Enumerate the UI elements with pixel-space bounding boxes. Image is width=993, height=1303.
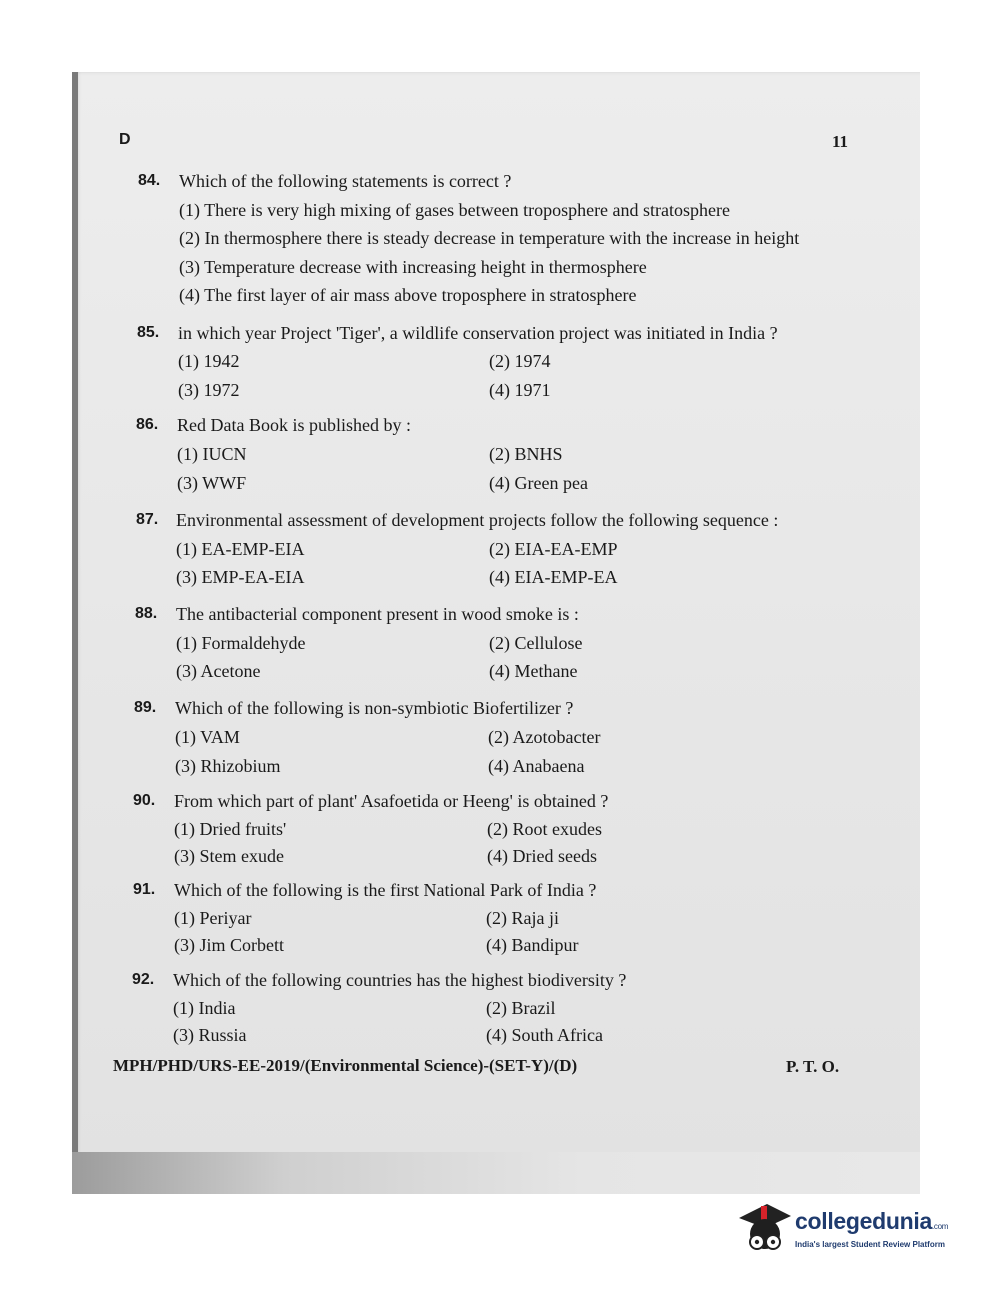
option: (1) Periyar: [174, 908, 252, 928]
option: (2) Brazil: [486, 998, 556, 1018]
question-text: Which of the following is the first National Park of India ?: [174, 880, 597, 900]
question-text: From which part of plant' Asafoetida or Heeng' is obtained ?: [174, 791, 609, 811]
pto-label: P. T. O.: [786, 1057, 840, 1076]
option: (1) VAM: [175, 727, 240, 747]
option: (2) Raja ji: [486, 908, 559, 928]
option: (2) EIA-EA-EMP: [489, 539, 618, 559]
question-text: Which of the following is non-symbiotic Biofertilizer ?: [175, 698, 574, 718]
question-text: Environmental assessment of development projects follow the following sequence :: [176, 510, 779, 530]
option: (4) South Africa: [486, 1025, 603, 1045]
option: (4) Anabaena: [488, 756, 585, 776]
question-number: 91.: [133, 881, 156, 898]
option: (4) Bandipur: [486, 935, 579, 955]
option: (1) India: [173, 998, 236, 1018]
paper-code: MPH/PHD/URS-EE-2019/(Environmental Science)-(SET-Y)/(D): [113, 1056, 578, 1075]
question-number: 89.: [134, 699, 157, 716]
option: (1) Dried fruits': [174, 819, 287, 839]
option: (4) EIA-EMP-EA: [489, 567, 618, 587]
logo-domain: .com: [931, 1222, 949, 1231]
option: (1) EA-EMP-EIA: [176, 539, 305, 559]
collegedunia-logo: [735, 1198, 960, 1268]
question-text: The antibacterial component present in wood smoke is :: [176, 604, 579, 624]
option: (3) Acetone: [176, 661, 261, 681]
option: (4) Methane: [489, 661, 578, 681]
logo-wordmark: collegedunia.com: [795, 1208, 949, 1234]
option: (2) Azotobacter: [488, 727, 601, 747]
logo-tagline: India's largest Student Review Platform: [795, 1240, 945, 1249]
option: (1) Formaldehyde: [176, 633, 306, 653]
option: (3) Russia: [173, 1025, 247, 1045]
option: (1) 1942: [178, 351, 240, 371]
option: (2) Root exudes: [487, 819, 602, 839]
question-text: Which of the following statements is correct ?: [179, 171, 512, 191]
question-number: 90.: [133, 792, 156, 809]
option: (3) Jim Corbett: [174, 935, 284, 955]
page-number: 11: [832, 132, 849, 151]
page-bottom-shadow: [72, 1152, 920, 1194]
page-left-shadow: [72, 72, 78, 1194]
option: (3) 1972: [178, 380, 240, 400]
graduate-mascot-icon: [735, 1198, 793, 1258]
option: (1) IUCN: [177, 444, 247, 464]
question-number: 88.: [135, 605, 158, 622]
set-letter: D: [119, 131, 131, 148]
question-text: Red Data Book is published by :: [177, 415, 411, 435]
question-text: in which year Project 'Tiger', a wildlife conservation project was initiated in India ?: [178, 323, 778, 343]
question-number: 85.: [137, 324, 160, 341]
option: (4) Green pea: [489, 473, 588, 493]
option: (4) The first layer of air mass above troposphere in stratosphere: [179, 285, 637, 305]
option: (2) Cellulose: [489, 633, 583, 653]
option: (2) 1974: [489, 351, 551, 371]
question-number: 86.: [136, 416, 159, 433]
question-number: 87.: [136, 511, 159, 528]
option: (4) Dried seeds: [487, 846, 597, 866]
option: (1) There is very high mixing of gases between troposphere and stratosphere: [179, 200, 731, 220]
question-number: 92.: [132, 971, 155, 988]
option: (2) BNHS: [489, 444, 563, 464]
question-number: 84.: [138, 172, 161, 189]
option: (3) EMP-EA-EIA: [176, 567, 305, 587]
option: (3) Temperature decrease with increasing height in thermosphere: [179, 257, 647, 277]
option: (3) Stem exude: [174, 846, 284, 866]
option: (3) WWF: [177, 473, 247, 493]
option: (4) 1971: [489, 380, 551, 400]
option: (3) Rhizobium: [175, 756, 281, 776]
option: (2) In thermosphere there is steady decrease in temperature with the increase in height: [179, 228, 800, 248]
question-text: Which of the following countries has the highest biodiversity ?: [173, 970, 627, 990]
